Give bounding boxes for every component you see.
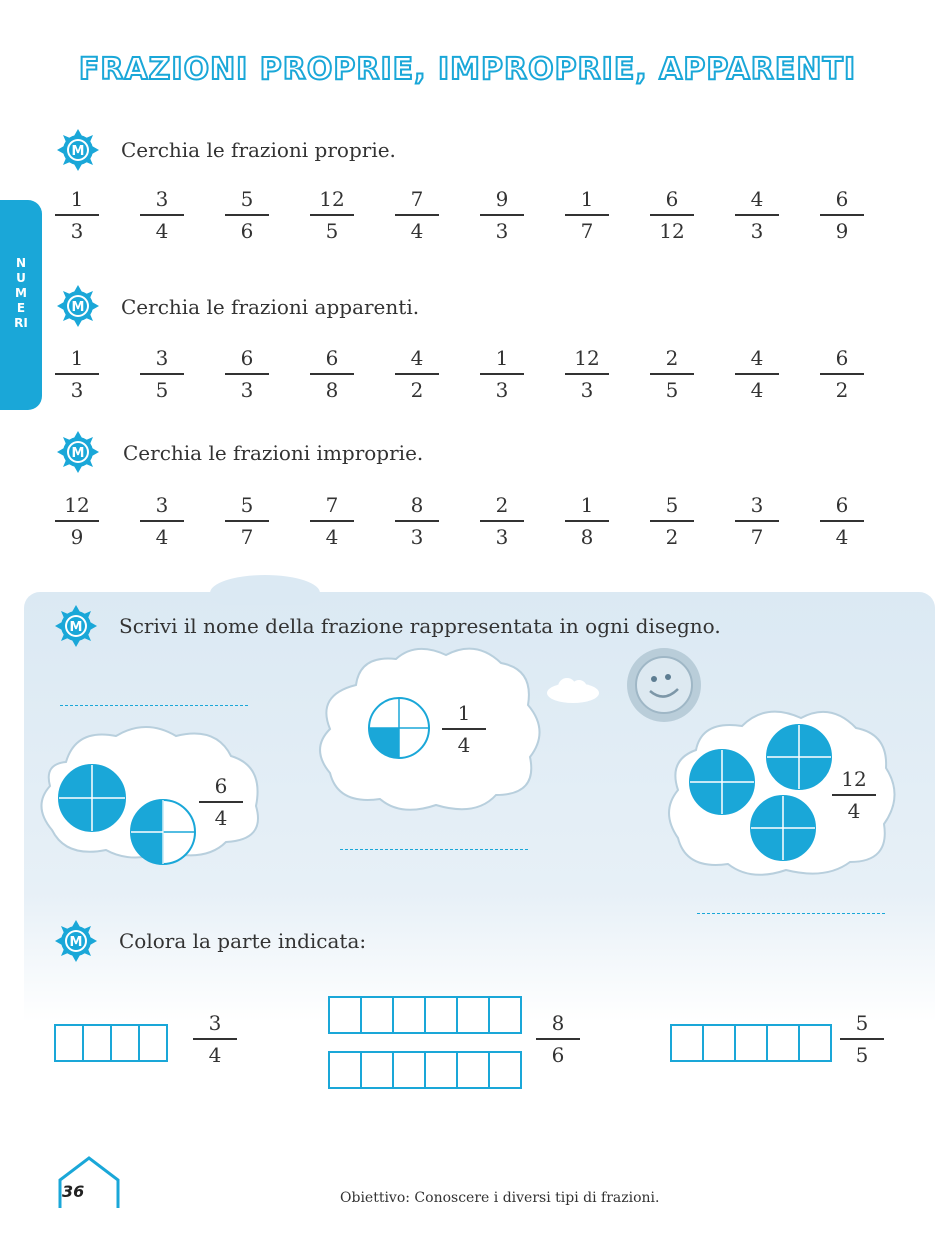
exercise-instruction: Cerchia le frazioni apparenti. [121,295,420,319]
fraction-item[interactable]: 3 4 [140,492,184,550]
page-title: FRAZIONI PROPRIE, IMPROPRIE, APPARENTI [78,52,857,87]
pie-circle [748,793,818,863]
exercise-badge-icon [56,128,100,172]
page-number: 36 [62,1182,85,1201]
fraction-item[interactable]: 5 7 [225,492,269,550]
svg-text:M: M [71,144,85,159]
fraction-item[interactable]: 7 4 [395,186,439,244]
fraction-item[interactable]: 1 3 [480,345,524,403]
fraction-item[interactable]: 8 3 [395,492,439,550]
fraction-item[interactable]: 6 12 [650,186,694,244]
fraction: 8 6 [536,1010,580,1068]
cloud-decoration-icon [545,675,601,705]
pie-circle [128,797,198,867]
pie-circle [366,695,432,761]
fraction-item[interactable]: 4 3 [735,186,779,244]
exercise-instruction: Cerchia le frazioni improprie. [123,441,424,465]
fraction-item[interactable]: 1 8 [565,492,609,550]
svg-text:M: M [71,446,85,461]
fraction-item[interactable]: 3 7 [735,492,779,550]
fraction-row [55,492,875,552]
exercise-badge-icon [54,919,98,963]
exercise-instruction: Cerchia le frazioni proprie. [121,138,396,162]
fraction-item[interactable]: 12 5 [310,186,354,244]
answer-line[interactable] [60,705,248,706]
fraction-row [55,345,875,405]
color-strip-3-4[interactable] [56,1024,168,1062]
fraction-item[interactable]: 1 3 [55,186,99,244]
fraction-item[interactable]: 6 3 [225,345,269,403]
fraction-item[interactable]: 1 7 [565,186,609,244]
fraction-item[interactable]: 6 2 [820,345,864,403]
fraction-item[interactable]: 4 4 [735,345,779,403]
cloud-decoration-icon [205,565,325,605]
answer-line[interactable] [340,849,528,850]
fraction-item[interactable]: 3 5 [140,345,184,403]
fraction-item[interactable]: 4 2 [395,345,439,403]
color-strip-8-6-bottom[interactable] [330,1051,522,1089]
fraction-item[interactable]: 2 5 [650,345,694,403]
fraction-item[interactable]: 2 3 [480,492,524,550]
pie-circle [687,747,757,817]
exercise-instruction: Scrivi il nome della frazione rappresentata in ogni disegno. [119,614,721,638]
svg-text:M: M [69,620,83,635]
fraction-item[interactable]: 3 4 [140,186,184,244]
exercise-instruction: Colora la parte indicata: [119,929,367,953]
footer-objective: Obiettivo: Conoscere i diversi tipi di frazioni. [340,1190,660,1206]
fraction-row [55,186,875,246]
exercise-badge-icon [54,604,98,648]
exercise-badge-icon [56,430,100,474]
fraction-item[interactable]: 5 6 [225,186,269,244]
fraction-item[interactable]: 6 8 [310,345,354,403]
svg-text:M: M [71,300,85,315]
fraction: 1 4 [442,700,486,758]
fraction-item[interactable]: 1 3 [55,345,99,403]
pie-circle [56,762,128,834]
svg-text:M: M [69,935,83,950]
section-tab [0,200,42,410]
exercise-badge-icon [56,284,100,328]
section-tab-label: NUMERI [14,256,28,330]
color-strip-8-6-top[interactable] [330,996,522,1034]
color-strip-5-5[interactable] [672,1024,832,1062]
pie-circle [764,722,834,792]
fraction-item[interactable]: 7 4 [310,492,354,550]
fraction-item[interactable]: 6 4 [820,492,864,550]
fraction-item[interactable]: 12 9 [55,492,99,550]
fraction: 3 4 [193,1010,237,1068]
fraction-item[interactable]: 5 2 [650,492,694,550]
fraction: 12 4 [832,766,876,824]
fraction-item[interactable]: 12 3 [565,345,609,403]
fraction-item[interactable]: 6 9 [820,186,864,244]
fraction: 5 5 [840,1010,884,1068]
fraction-item[interactable]: 9 3 [480,186,524,244]
answer-line[interactable] [697,913,885,914]
fraction: 6 4 [199,773,243,831]
